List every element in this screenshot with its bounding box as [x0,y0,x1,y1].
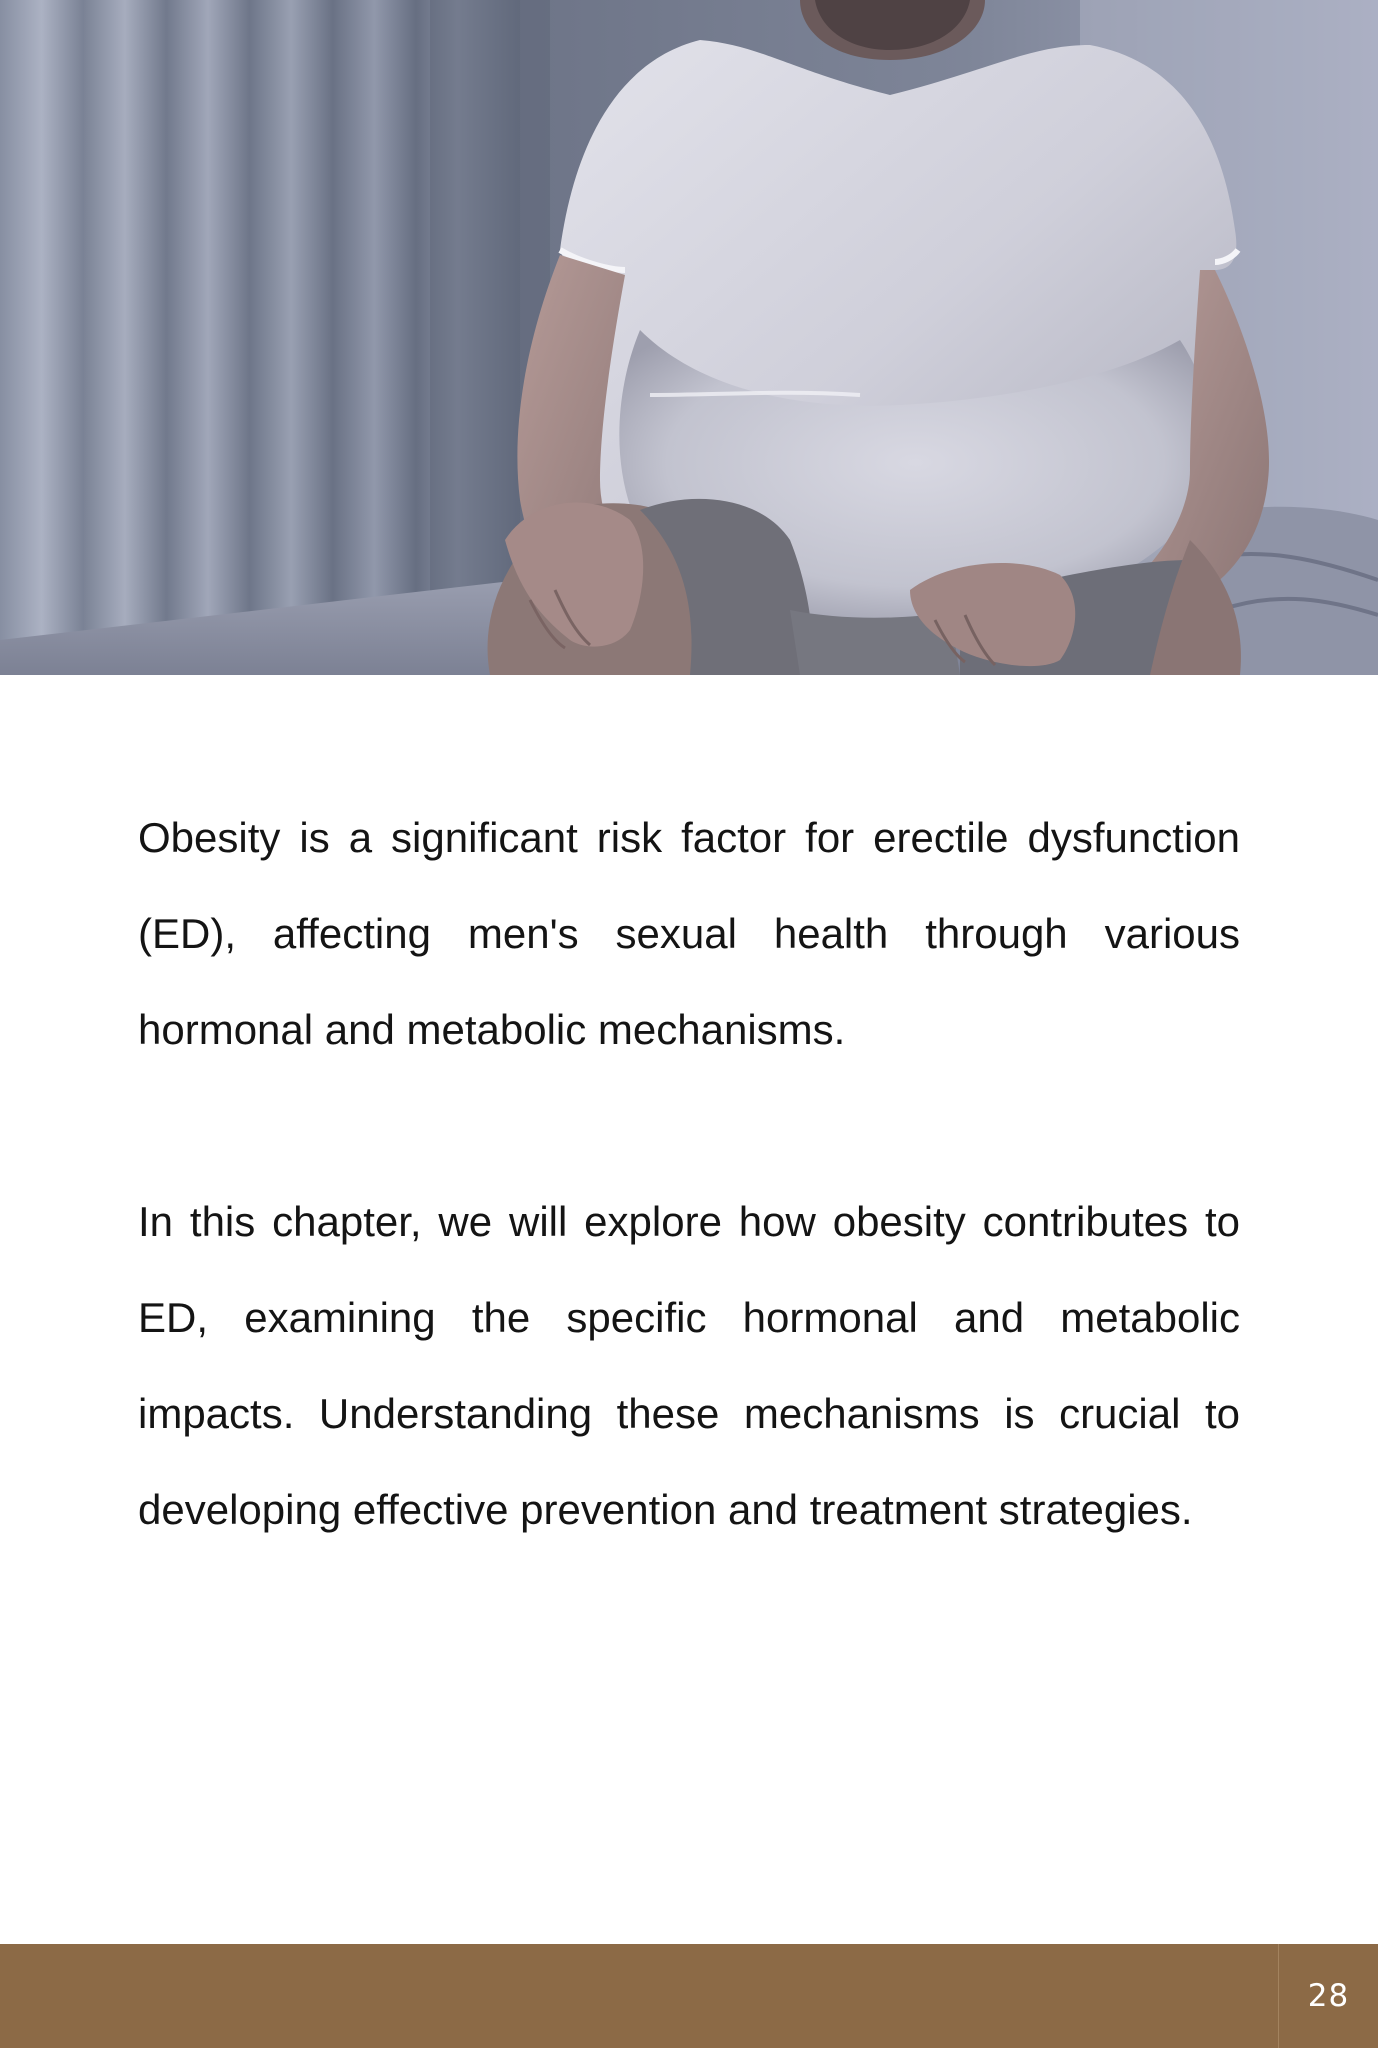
paragraph-intro: Obesity is a significant risk factor for erectile dysfunction (ED), affecting men's sexual health through various hormonal and metabolic mechanisms. [138,814,1240,1053]
page-footer [0,1944,1378,2048]
page-number-box [1278,1944,1378,2048]
man-sitting-on-bed-photo-icon [0,0,1378,675]
paragraph-chapter-overview: In this chapter, we will explore how obesity contributes to ED, examining the specific hormonal and metabolic impacts. Understanding these mechanisms is crucial to developing effective prevention and treatment strategies. [138,1198,1240,1533]
chapter-text [138,790,1240,1558]
hero-photo [0,0,1378,675]
page-number: 28 [1307,1978,1350,2014]
